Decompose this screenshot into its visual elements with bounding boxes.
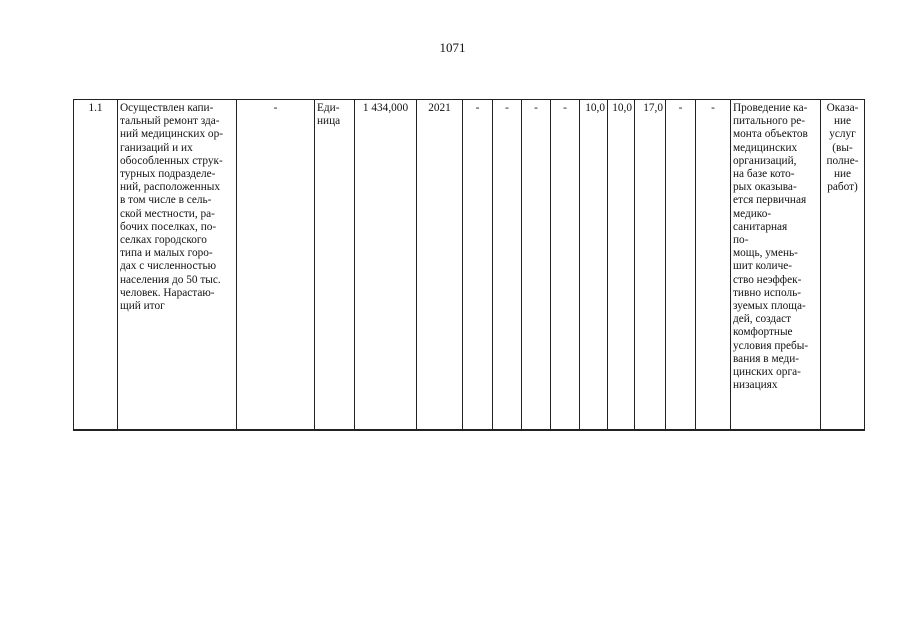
base-value: 1 434,000: [355, 100, 417, 431]
value-cell: -: [551, 100, 580, 431]
table-row: [74, 100, 865, 431]
value-cell: -: [666, 100, 696, 431]
value-cell: 10,0: [608, 100, 635, 431]
value-cell: -: [493, 100, 522, 431]
expected-result: Проведение ка- питального ре- монта объектов медицинских организаций, на базе кото- рых оказыва- ется первичная медико-санитарная по- мощь, умень- шит количе- ство неэффек- тивно исполь- зуемых площа- дей, создаст комфортные условия пребы- вания в меди- цинских орга- низациях: [731, 100, 821, 431]
indicator-description: Осуществлен капи- тальный ремонт зда- ний медицинских ор- ганизаций и их обособленных струк- турных подразделе- ний, расположенных в том числе в сель- ской местности, ра- бочих поселках, по- селках городского типа и малых горо- дах с численностью населения до 50 тыс. человек. Нарастаю- щий итог: [118, 100, 237, 431]
base-year: 2021: [417, 100, 463, 431]
row-number: 1.1: [74, 100, 118, 431]
indicator-table: [73, 99, 865, 431]
value-cell: -: [522, 100, 551, 431]
value-cell: -: [463, 100, 493, 431]
activity-type: Оказа- ние услуг (вы- полне- ние работ): [821, 100, 865, 431]
cell-col3: -: [237, 100, 315, 431]
value-cell: 10,0: [580, 100, 608, 431]
unit-of-measure: Еди- ница: [315, 100, 355, 431]
value-cell: 17,0: [635, 100, 666, 431]
value-cell: -: [696, 100, 731, 431]
page-number: 1071: [439, 40, 466, 55]
